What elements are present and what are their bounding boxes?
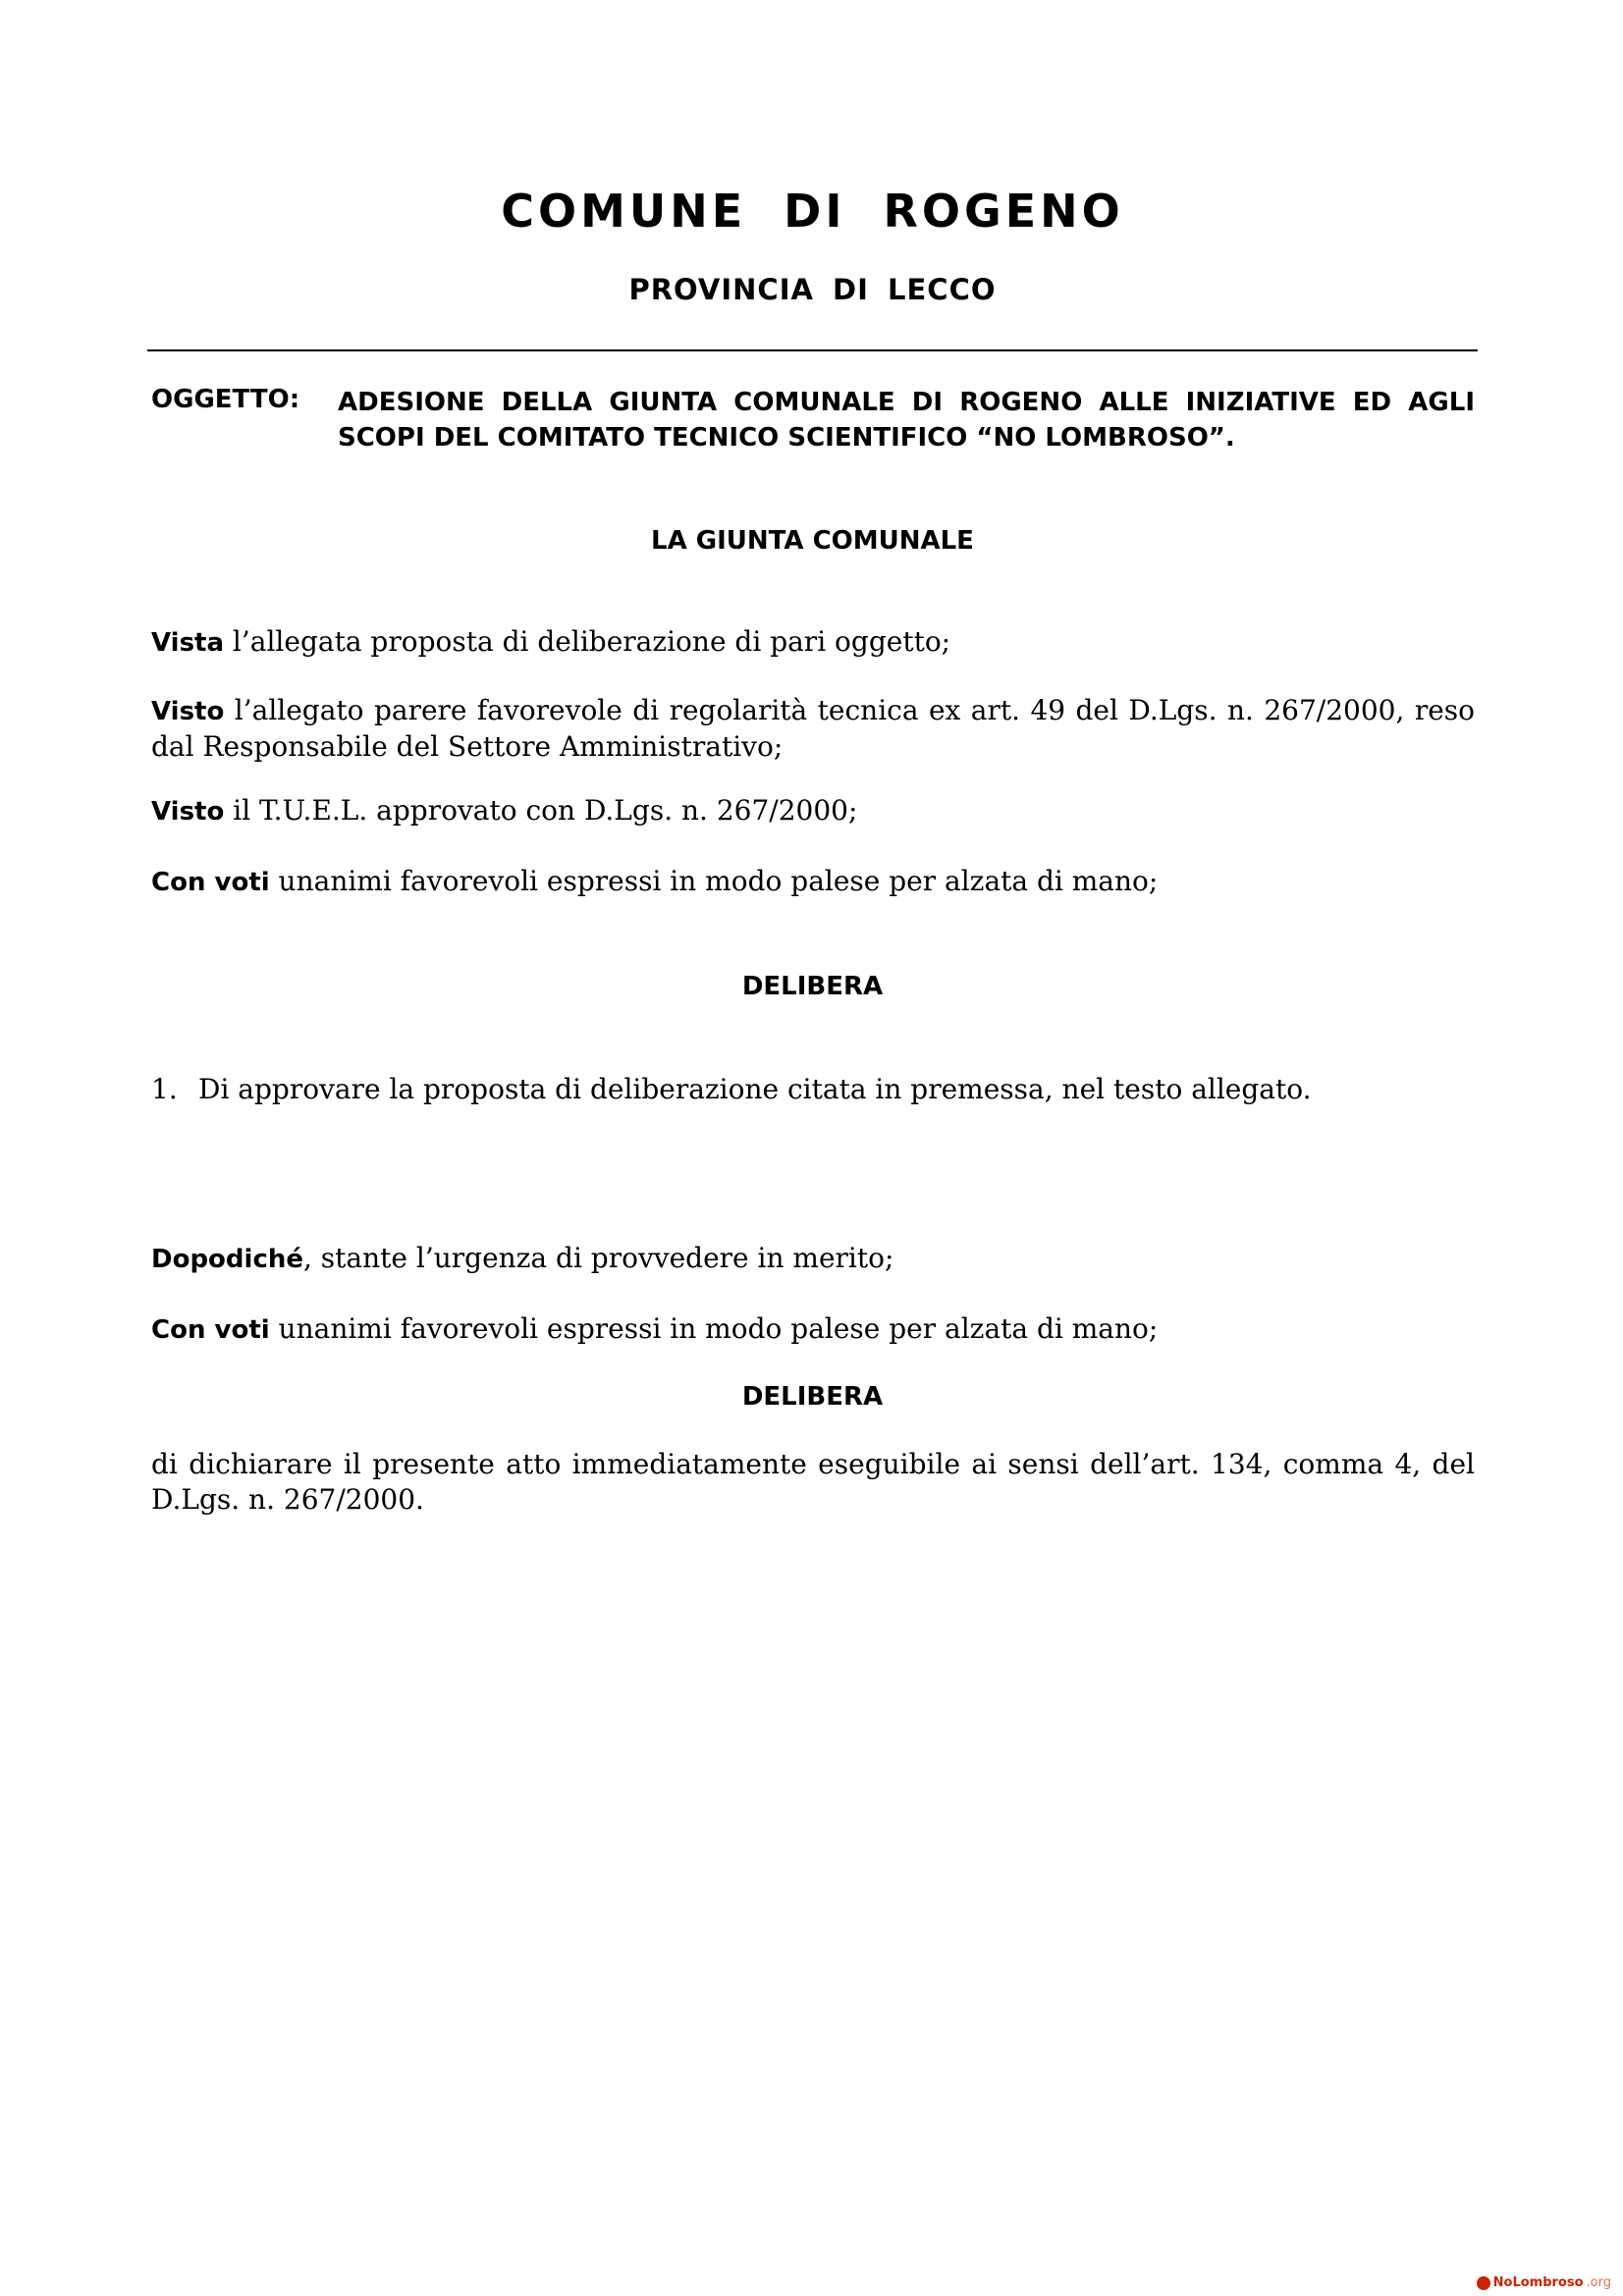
watermark-brand: NoLombroso [1492, 2275, 1584, 2290]
subject-label: OGGETTO: [151, 385, 300, 414]
premise-text: unanimi favorevoli espressi in modo palese per alzata di mano; [269, 865, 1159, 897]
delibera-heading-1: DELIBERA [741, 972, 884, 1001]
urgency-paragraph [151, 1311, 1475, 1348]
urgency-paragraph [151, 1241, 1475, 1277]
watermark [1477, 2275, 1611, 2290]
urgency-text: unanimi favorevoli espressi in modo palese per alzata di mano; [269, 1312, 1159, 1345]
watermark-suffix: .org [1586, 2275, 1611, 2290]
decision-list-item [151, 1072, 1475, 1107]
premise-lead: Visto [151, 697, 225, 726]
premise-text: l’allegato parere favorevole di regolarità tecnica ex art. 49 del D.Lgs. n. 267/2000, reso dal Responsabile del Settore Amministrativo; [151, 694, 1475, 763]
premise-paragraph [151, 624, 1475, 661]
list-item-text: Di approvare la proposta di deliberazione citata in premessa, nel testo allegato. [198, 1073, 1312, 1105]
giunta-heading: LA GIUNTA COMUNALE [651, 526, 974, 556]
subject-text: ADESIONE DELLA GIUNTA COMUNALE DI ROGENO ALLE INIZIATIVE ED AGLI SCOPI DEL COMITATO TECNICO SCIENTIFICO “NO LOMBROSO”. [338, 388, 1475, 453]
final-decision-paragraph: di dichiarare il presente atto immediatamente eseguibile ai sensi dell’art. 134, comma 4, del D.Lgs. n. 267/2000. [151, 1448, 1475, 1516]
province-subtitle: PROVINCIA DI LECCO [628, 273, 997, 306]
municipality-title: COMUNE DI ROGENO [501, 185, 1124, 238]
nolombroso-logo-icon [1477, 2276, 1490, 2290]
delibera-heading-2: DELIBERA [741, 1382, 884, 1412]
premise-lead: Vista [151, 628, 225, 658]
premise-lead: Con voti [151, 868, 270, 897]
premise-text: l’allegata proposta di deliberazione di pari oggetto; [224, 625, 951, 658]
premise-lead: Visto [151, 797, 225, 827]
premise-paragraph [151, 693, 1475, 765]
premise-text: il T.U.E.L. approvato con D.Lgs. n. 267/2000; [224, 794, 858, 827]
header-divider [147, 349, 1478, 351]
premise-paragraph [151, 793, 1475, 829]
list-item-number: 1. [151, 1073, 178, 1105]
urgency-lead: Dopodiché [151, 1245, 303, 1274]
premise-paragraph [151, 864, 1475, 900]
urgency-lead: Con voti [151, 1315, 270, 1345]
urgency-text: , stante l’urgenza di provvedere in merito; [303, 1242, 894, 1274]
